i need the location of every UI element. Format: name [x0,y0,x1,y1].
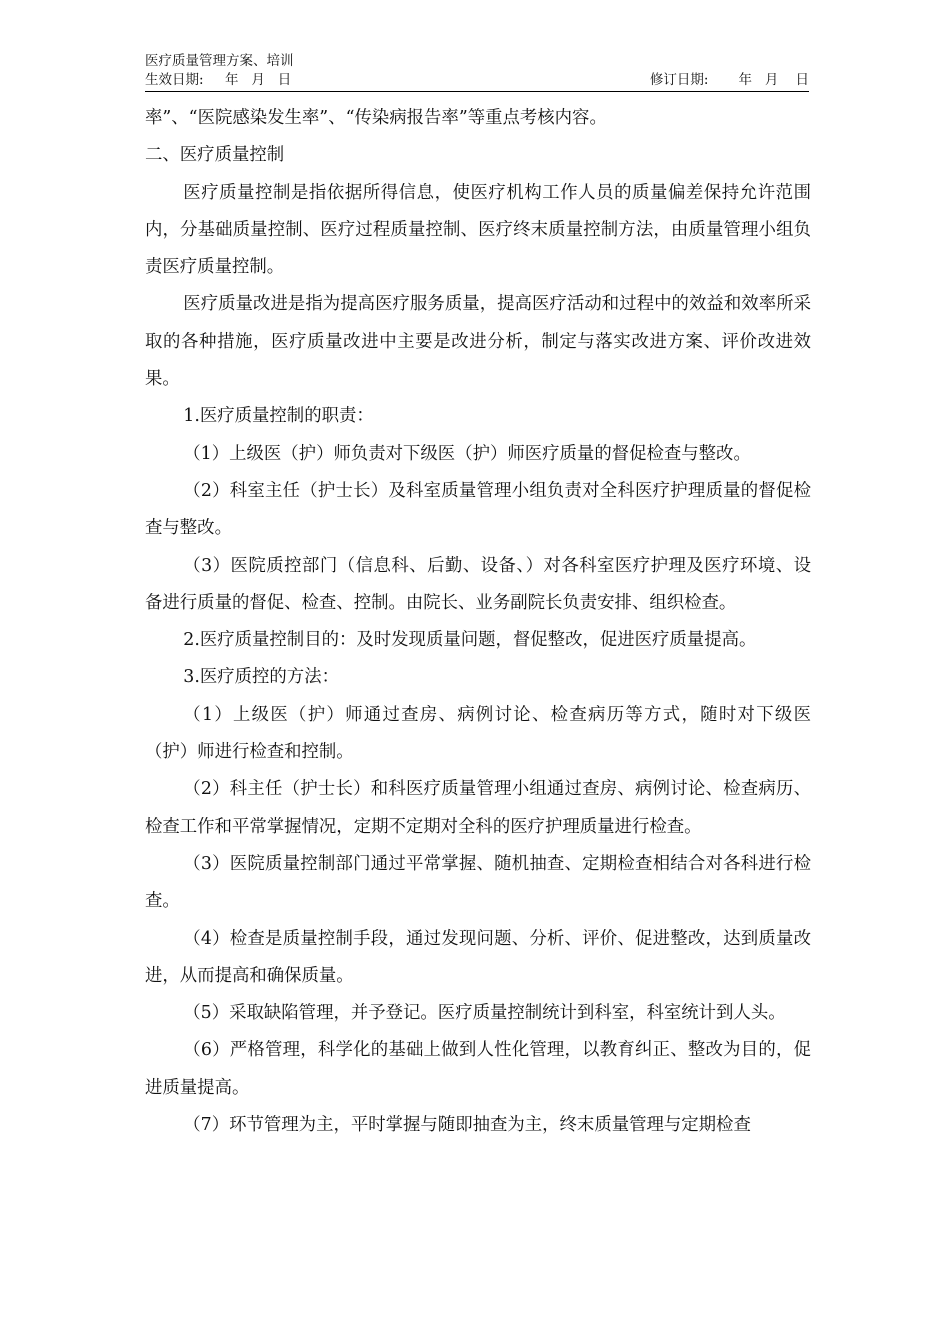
section-heading: 二、医疗质量控制 [145,145,285,166]
list-item: （7）环节管理为主，平时掌握与随即抽查为主，终末质量管理与定期检查 [183,1115,751,1136]
paragraph: 医疗质量改进是指为提高医疗服务质量，提高医疗活动和过程中的效益和效率所采取的各种措施，医疗质量改进中主要是改进分析，制定与落实改进方案、评价改进效果。 [145,294,811,390]
document-body [145,100,811,1144]
list-item: （6）严格管理，科学化的基础上做到人性化管理，以教育纠正、整改为目的，促进质量提高。 [145,1040,811,1098]
document-title: 医疗质量管理方案、培训 [145,53,294,69]
list-item: （2）科室主任（护士长）及科室质量管理小组负责对全科医疗护理质量的督促检查与整改。 [145,480,811,539]
list-item: （3）医院质量控制部门通过平常掌握、随机抽查、定期检查相结合对各科进行检查。 [145,853,811,912]
list-item: （1）上级医（护）师通过查房、病例讨论、检查病历等方式，随时对下级医（护）师进行检查和控制。 [145,704,811,763]
paragraph: 医疗质量控制是指依据所得信息，使医疗机构工作人员的质量偏差保持允许范围内，分基础质量控制、医疗过程质量控制、医疗终末质量控制方法，由质量管理小组负责医疗质量控制。 [145,182,811,278]
list-item: （3）医院质控部门（信息科、后勤、设备、）对各科室医疗护理及医疗环境、设备进行质量的督促、检查、控制。由院长、业务副院长负责安排、组织检查。 [145,555,811,613]
subheading: 2.医疗质量控制目的：及时发现质量问题，督促整改，促进医疗质量提高。 [183,630,757,651]
paragraph: 率”、“医院感染发生率”、“传染病报告率”等重点考核内容。 [145,108,607,128]
revision-date: 修订日期: 年 月 日 [649,72,809,88]
effective-date: 生效日期: 年 月 日 [145,72,292,88]
header-dates [145,71,809,92]
list-item: （2）科主任（护士长）和科医疗质量管理小组通过查房、病例讨论、检查病历、检查工作和平常掌握情况，定期不定期对全科的医疗护理质量进行检查。 [145,779,811,837]
subheading: 3.医疗质控的方法： [183,667,339,688]
list-item: （5）采取缺陷管理，并予登记。医疗质量控制统计到科室，科室统计到人头。 [183,1003,786,1024]
page-header [145,52,809,92]
list-item: （1）上级医（护）师负责对下级医（护）师医疗质量的督促检查与整改。 [183,443,751,464]
list-item: （4）检查是质量控制手段，通过发现问题、分析、评价、促进整改，达到质量改进，从而提高和确保质量。 [145,928,811,986]
subheading: 1.医疗质量控制的职责： [183,406,374,427]
